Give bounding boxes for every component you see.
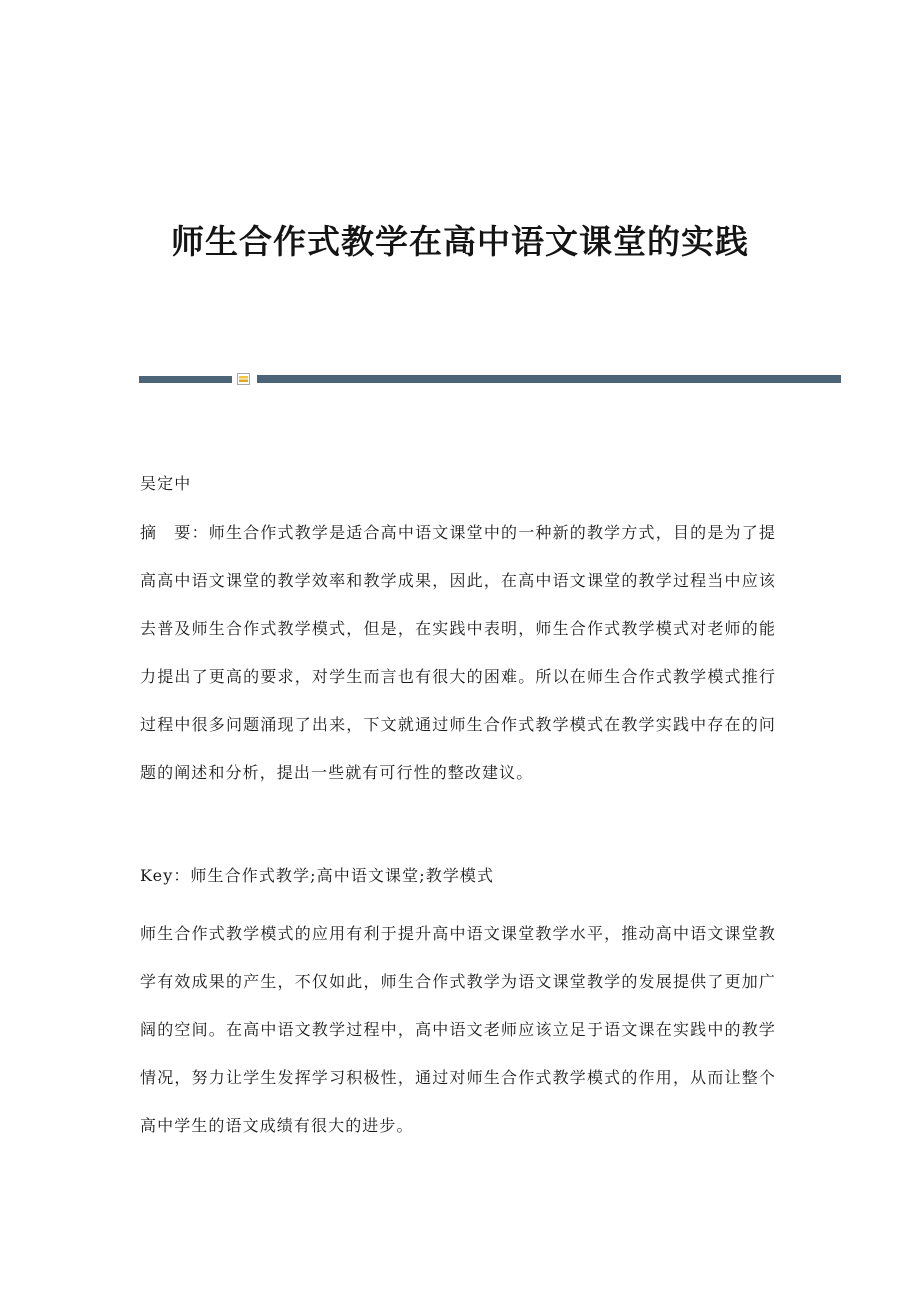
author-name: 吴定中 (140, 474, 192, 493)
divider-marker-icon (237, 373, 250, 385)
abstract-paragraph: 摘 要：师生合作式教学是适合高中语文课堂中的一种新的教学方式，目的是为了提高高中语文课堂的教学效率和教学成果，因此，在高中语文课堂的教学过程当中应该去普及师生合作式教学模式，但是，在实践中表明，师生合作式教学模式对老师的能力提出了更高的要求，对学生而言也有很大的困难。所以在师生合作式教学模式推行过程中很多问题涌现了出来，下文就通过师生合作式教学模式在教学实践中存在的问题的阐述和分析，提出一些就有可行性的整改建议。 (140, 523, 776, 782)
divider-bar-right (257, 375, 841, 383)
body-paragraph: 师生合作式教学模式的应用有利于提升高中语文课堂教学水平，推动高中语文课堂教学有效成果的产生，不仅如此，师生合作式教学为语文课堂教学的发展提供了更加广阔的空间。在高中语文教学过程中，高中语文老师应该立足于语文课在实践中的教学情况，努力让学生发挥学习积极性，通过对师生合作式教学模式的作用，从而让整个高中学生的语文成绩有很大的进步。 (140, 924, 776, 1135)
keywords-line: Key：师生合作式教学;高中语文课堂;教学模式 (140, 866, 495, 885)
document-title: 师生合作式教学在高中语文课堂的实践 (171, 222, 749, 261)
divider-bar-left (139, 376, 232, 383)
title-divider (139, 373, 841, 385)
